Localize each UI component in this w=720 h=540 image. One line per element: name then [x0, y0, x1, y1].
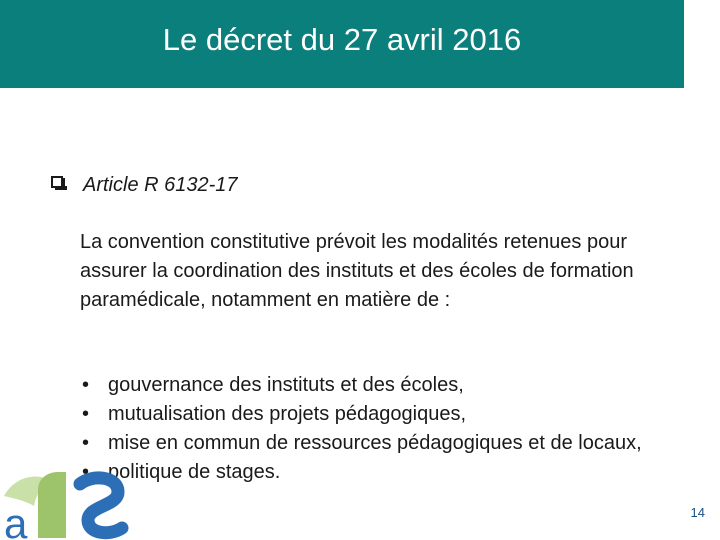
list-item [82, 400, 682, 429]
page-number: 14 [690, 505, 705, 520]
logo-s-shape [80, 478, 122, 533]
slide-title: Le décret du 27 avril 2016 [162, 22, 522, 57]
list-item-text: mise en commun de ressources pédagogiques et de locaux, [108, 432, 642, 454]
list-item [82, 458, 682, 487]
logo-r-shape [38, 472, 66, 538]
list-item-text: politique de stages. [108, 461, 281, 483]
list-item [82, 371, 682, 400]
title-bar [0, 0, 684, 88]
checkbox-bullet-icon [51, 176, 63, 188]
list-item-text: mutualisation des projets pédagogiques, [108, 403, 467, 425]
bullet-icon: • [82, 432, 90, 454]
logo-a-letter: a [4, 500, 28, 540]
article-label: Article R 6132-17 [83, 174, 238, 196]
list-item [82, 429, 682, 458]
bullet-icon: • [82, 403, 90, 425]
body-paragraph: La convention constitutive prévoit les modalités retenues pour assurer la coordination des instituts et des écoles de formation paramédicale, notamment en matière de : [80, 231, 634, 311]
bullet-icon: • [82, 374, 90, 396]
list-item-text: gouvernance des instituts et des écoles, [108, 374, 464, 396]
bullet-list [82, 371, 682, 487]
ars-logo [0, 450, 140, 540]
bullet-icon: • [82, 461, 90, 483]
